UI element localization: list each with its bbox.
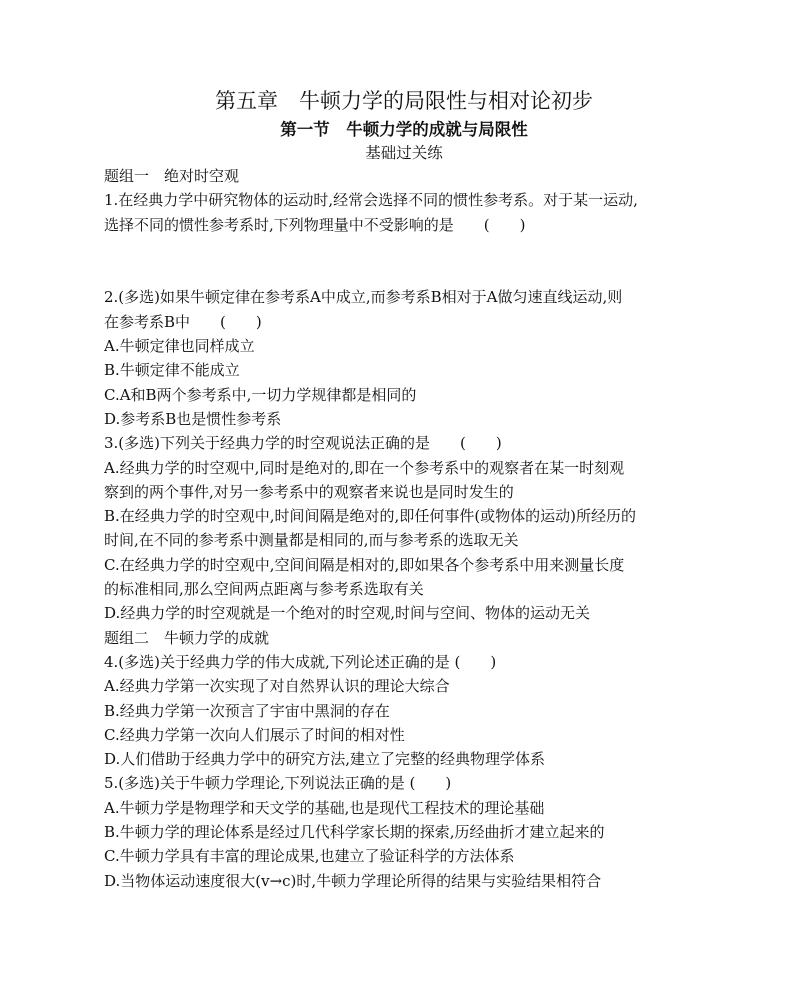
exercise-level-title: 基础过关练 [365,144,443,162]
question-5-option-b[interactable]: B.牛顿力学的理论体系是经过几代科学家长期的探索,历经曲折才建立起来的 [104,823,605,842]
question-1-options-row-2 [104,261,704,285]
question-3-option-c-line-1: C.在经典力学的时空观中,空间间隔是相对的,即如果各个参考系中用来测量长度 [104,555,625,574]
question-3-option-b-line-1: B.在经典力学的时空观中,时间间隔是绝对的,即任何事件(或物体的运动)所经历的 [104,507,637,526]
question-3-option-d[interactable]: D.经典力学的时空观就是一个绝对的时空观,时间与空间、物体的运动无关 [104,604,591,623]
question-5 [104,771,704,892]
chapter-title: 第五章 牛顿力学的局限性与相对论初步 [215,89,593,113]
question-1-stem-line-1: 1.在经典力学中研究物体的运动时,经常会选择不同的惯性参考系。对于某一运动, [104,191,638,210]
question-2-stem-line-1: 2.(多选)如果牛顿定律在参考系A中成立,而参考系B相对于A做匀速直线运动,则 [104,288,623,307]
question-1-options-row-1 [104,237,704,261]
question-3-option-a-line-1: A.经典力学的时空观中,同时是绝对的,即在一个参考系中的观察者在某一时刻观 [104,458,625,477]
question-1-stem-line-2: 选择不同的惯性参考系时,下列物理量中不受影响的是 ( ) [104,215,526,234]
question-4-option-d[interactable]: D.人们借助于经典力学中的研究方法,建立了完整的经典物理学体系 [104,750,546,769]
question-3 [104,431,704,625]
question-3-stem: 3.(多选)下列关于经典力学的时空观说法正确的是 ( ) [104,434,502,453]
question-5-option-c[interactable]: C.牛顿力学具有丰富的理论成果,也建立了验证科学的方法体系 [104,847,515,866]
question-2 [104,285,704,431]
question-4-option-a[interactable]: A.经典力学第一次实现了对自然界认识的理论大综合 [104,677,450,696]
question-4-option-c[interactable]: C.经典力学第一次向人们展示了时间的相对性 [104,725,405,744]
question-4-option-b[interactable]: B.经典力学第一次预言了宇宙中黑洞的存在 [104,701,390,720]
question-2-option-d[interactable]: D.参考系B也是惯性参考系 [104,409,282,428]
document-page [104,86,704,893]
section-title: 第一节 牛顿力学的成就与局限性 [280,120,528,139]
question-1 [104,188,704,285]
question-5-stem: 5.(多选)关于牛顿力学理论,下列说法正确的是 ( ) [104,774,452,793]
question-3-option-c[interactable] [104,553,704,602]
question-5-option-a[interactable]: A.牛顿力学是物理学和天文学的基础,也是现代工程技术的理论基础 [104,798,545,817]
question-2-option-c[interactable]: C.A和B两个参考系中,一切力学规律都是相同的 [104,385,417,404]
question-3-option-b[interactable] [104,504,704,553]
question-2-option-b[interactable]: B.牛顿定律不能成立 [104,361,240,380]
group-title-1: 题组一 绝对时空观 [104,167,240,185]
question-3-option-a-line-2: 察到的两个事件,对另一参考系中的观察者来说也是同时发生的 [104,482,514,501]
question-3-option-a[interactable] [104,456,704,505]
question-4 [104,650,704,771]
question-2-stem-line-2: 在参考系B中 ( ) [104,312,262,331]
question-3-option-b-line-2: 时间,在不同的参考系中测量都是相同的,而与参考系的选取无关 [104,531,519,550]
question-5-option-d[interactable]: D.当物体运动速度很大(v→c)时,牛顿力学理论所得的结果与实验结果相符合 [104,871,602,890]
question-4-stem: 4.(多选)关于经典力学的伟大成就,下列论述正确的是 ( ) [104,652,497,671]
question-2-option-a[interactable]: A.牛顿定律也同样成立 [104,337,255,356]
question-3-option-c-line-2: 的标准相同,那么空间两点距离与参考系选取有关 [104,580,424,599]
group-title-2: 题组二 牛顿力学的成就 [104,628,270,647]
